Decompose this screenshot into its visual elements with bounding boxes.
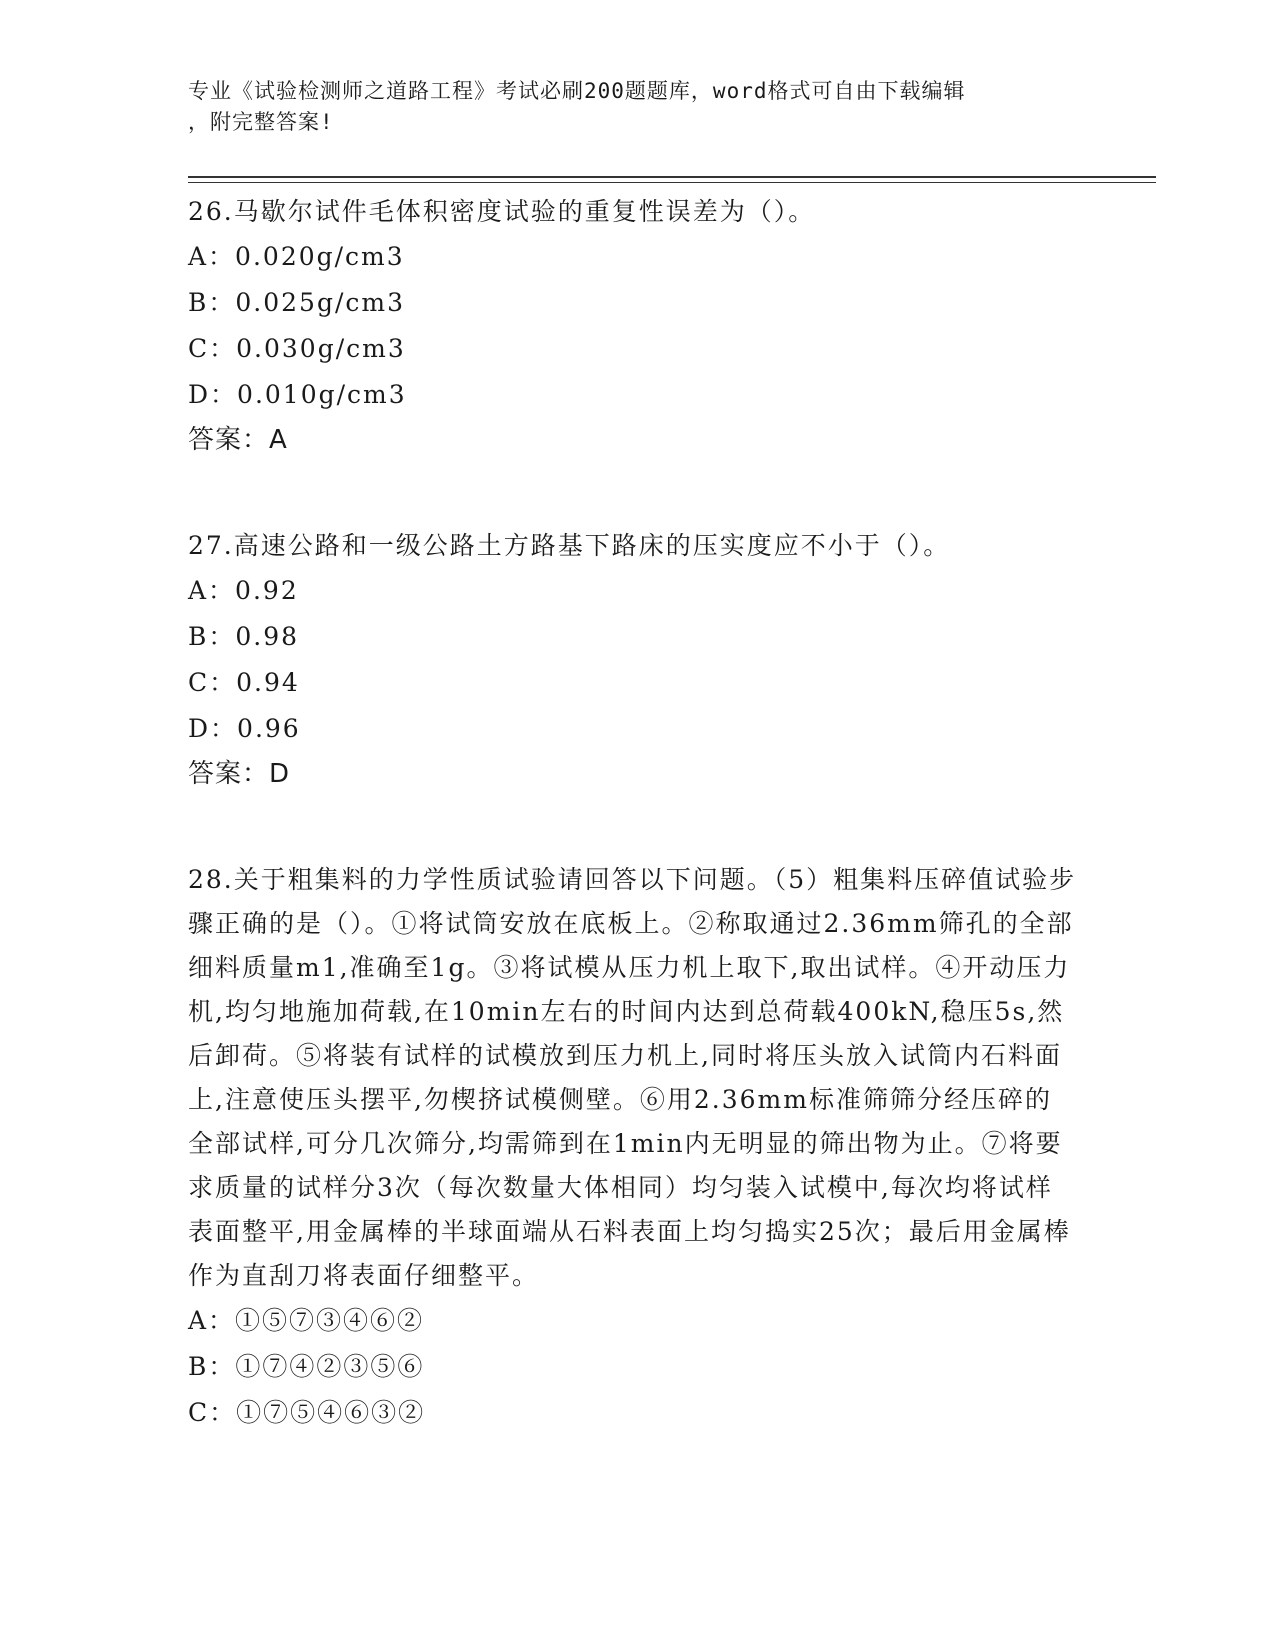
header-divider-thick <box>188 176 1156 178</box>
question-spacer <box>188 462 1078 524</box>
option-a: A：①⑤⑦③④⑥② <box>188 1306 425 1335</box>
option-a: A：0.92 <box>188 576 299 605</box>
option-a: A：0.020g/cm3 <box>188 242 405 271</box>
question-text: 28.关于粗集料的力学性质试验请回答以下问题。（5）粗集料压碎值试验步骤正确的是（）。①将试筒安放在底板上。②称取通过2.36mm筛孔的全部细料质量m1,准确至1g。③将试模从压力机上取下,取出试样。④开动压力机,均匀地施加荷载,在10min左右的时间内达到总荷载400kN,稳压5s,然后卸荷。⑤将装有试样的试模放到压力机上,同时将压头放入试筒内石料面上,注意使压头摆平,勿楔挤试模侧壁。⑥用2.36mm标准筛筛分经压碎的全部试样,可分几次筛分,均需筛到在1min内无明显的筛出物为止。⑦将要求质量的试样分3次（每次数量大体相同）均匀装入试模中,每次均将试样表面整平,用金属棒的半球面端从石料表面上均匀捣实25次；最后用金属棒作为直刮刀将表面仔细整平。 <box>188 865 1077 1290</box>
question-list <box>188 190 1078 1436</box>
option-d: D：0.96 <box>188 714 301 743</box>
question-27 <box>188 524 1078 796</box>
question-26 <box>188 190 1078 462</box>
question-text: 27.高速公路和一级公路土方路基下路床的压实度应不小于（）。 <box>188 531 951 560</box>
option-c: C：①⑦⑤④⑥③② <box>188 1398 426 1427</box>
option-d: D：0.010g/cm3 <box>188 380 407 409</box>
option-b: B：①⑦④②③⑤⑥ <box>188 1352 425 1381</box>
header-divider-thin <box>188 182 1156 183</box>
option-b: B：0.025g/cm3 <box>188 288 405 317</box>
question-text: 26.马歇尔试件毛体积密度试验的重复性误差为（）。 <box>188 197 816 226</box>
header-line-1: 专业《试验检测师之道路工程》考试必刷200题题库，word格式可自由下载编辑 <box>188 79 966 103</box>
question-28 <box>188 858 1078 1436</box>
option-c: C：0.94 <box>188 668 300 697</box>
option-b: B：0.98 <box>188 622 300 651</box>
document-header <box>188 76 1068 138</box>
answer-label: 答案：D <box>188 759 291 789</box>
question-spacer <box>188 796 1078 858</box>
answer-label: 答案：A <box>188 425 288 455</box>
option-c: C：0.030g/cm3 <box>188 334 406 363</box>
header-line-2: ，附完整答案! <box>188 110 334 134</box>
